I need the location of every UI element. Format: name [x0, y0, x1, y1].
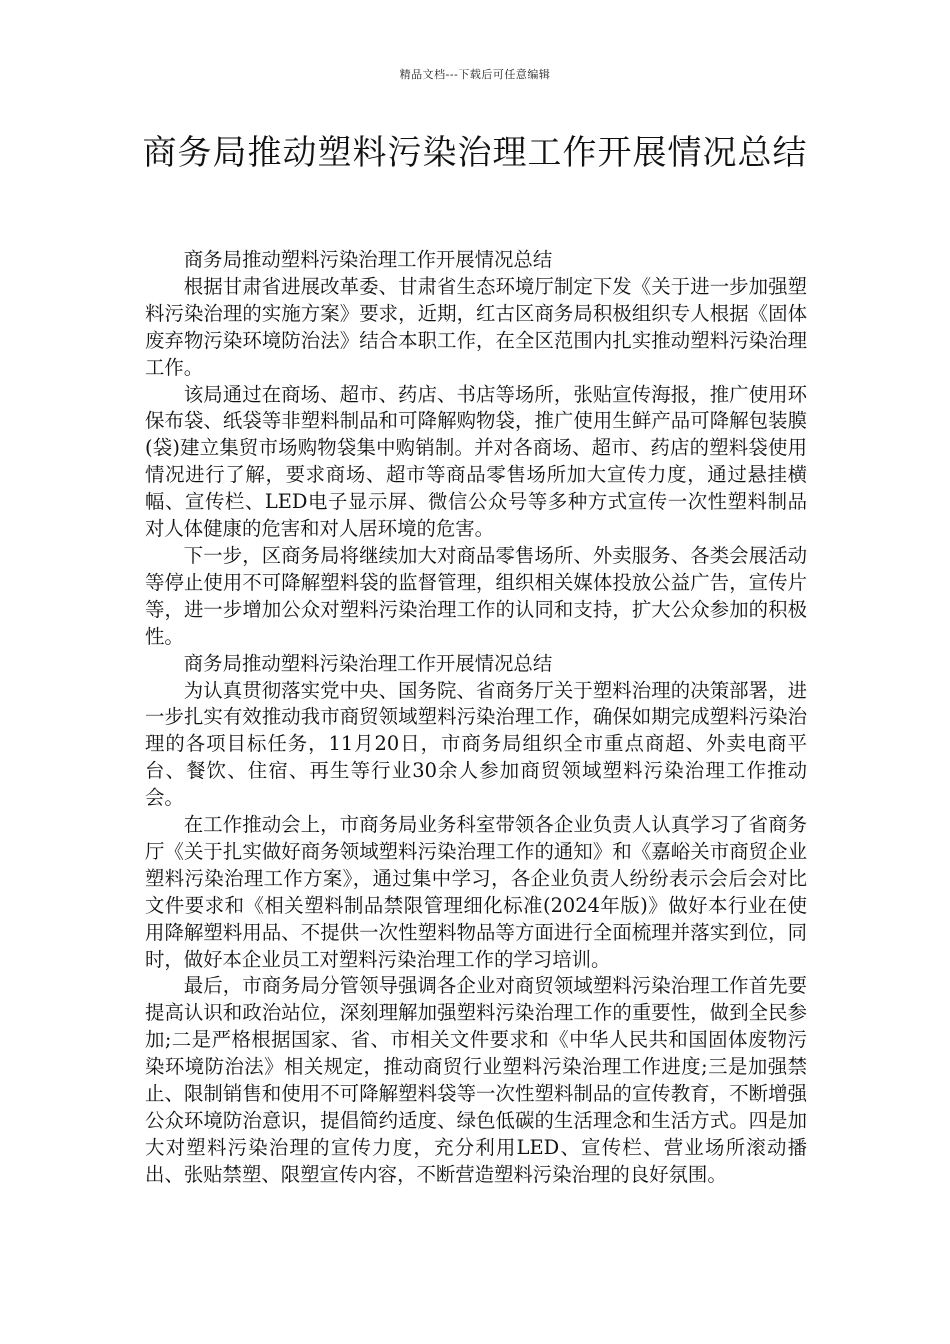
paragraph-4: 为认真贯彻落实党中央、国务院、省商务厅关于塑料治理的决策部署，进一步扎实有效推动我市商贸领域塑料污染治理工作，确保如期完成塑料污染治理的各项目标任务，11月20日，市商务局组织全市重点商超、外卖电商平台、餐饮、住宿、再生等行业30余人参加商贸领域塑料污染治理工作推动会。 — [145, 678, 807, 810]
paragraph-5: 在工作推动会上，市商务局业务科室带领各企业负责人认真学习了省商务厅《关于扎实做好商务领域塑料污染治理工作的通知》和《嘉峪关市商贸企业塑料污染治理工作方案》，通过集中学习，各企业负责人纷纷表示会后会对比文件要求和《相关塑料制品禁限管理细化标准(2024年版)》做好本行业在使用降解塑料用品、不提供一次性塑料物品等方面进行全面梳理并落实到位，同时，做好本企业员工对塑料污染治理工作的学习培训。 — [145, 813, 807, 971]
paragraph-6: 最后，市商务局分管领导强调各企业对商贸领域塑料污染治理工作首先要提高认识和政治站位，深刻理解加强塑料污染治理工作的重要性，做到全民参加;二是严格根据国家、省、市相关文件要求和《中华人民共和国固体废物污染环境防治法》相关规定，推动商贸行业塑料污染治理工作进度;三是加强禁止、限制销售和使用不可降解塑料袋等一次性塑料制品的宣传教育，不断增强公众环境防治意识，提倡简约适度、绿色低碳的生活理念和生活方式。四是加大对塑料污染治理的宣传力度，充分利用LED、宣传栏、营业场所滚动播出、张贴禁塑、限塑宣传内容，不断营造塑料污染治理的良好氛围。 — [145, 974, 807, 1186]
section-heading-1: 商务局推动塑料污染治理工作开展情况总结 — [183, 248, 553, 271]
section-heading-2: 商务局推动塑料污染治理工作开展情况总结 — [183, 651, 553, 675]
paragraph-1: 根据甘肃省进展改革委、甘肃省生态环境厅制定下发《关于进一步加强塑料污染治理的实施方案》要求，近期，红古区商务局积极组织专人根据《固体废弃物污染环境防治法》结合本职工作，在全区范围内扎实推动塑料污染治理工作。 — [145, 274, 807, 379]
document-body — [145, 247, 807, 1189]
paragraph-3: 下一步，区商务局将继续加大对商品零售场所、外卖服务、各类会展活动等停止使用不可降解塑料袋的监督管理，组织相关媒体投放公益广告，宣传片等，进一步增加公众对塑料污染治理工作的认同和支持，扩大公众参加的积极性。 — [145, 543, 807, 648]
document-title: 商务局推动塑料污染治理工作开展情况总结 — [142, 133, 808, 173]
paragraph-2: 该局通过在商场、超市、药店、书店等场所，张贴宣传海报，推广使用环保布袋、纸袋等非塑料制品和可降解购物袋，推广使用生鲜产品可降解包装膜(袋)建立集贸市场购物袋集中购销制。并对各商场、超市、药店的塑料袋使用情况进行了解，要求商场、超市等商品零售场所加大宣传力度，通过悬挂横幅、宣传栏、LED电子显示屏、微信公众号等多种方式宣传一次性塑料制品对人体健康的危害和对人居环境的危害。 — [145, 382, 807, 541]
page-header: 精品文档---下载后可任意编辑 — [399, 68, 551, 81]
